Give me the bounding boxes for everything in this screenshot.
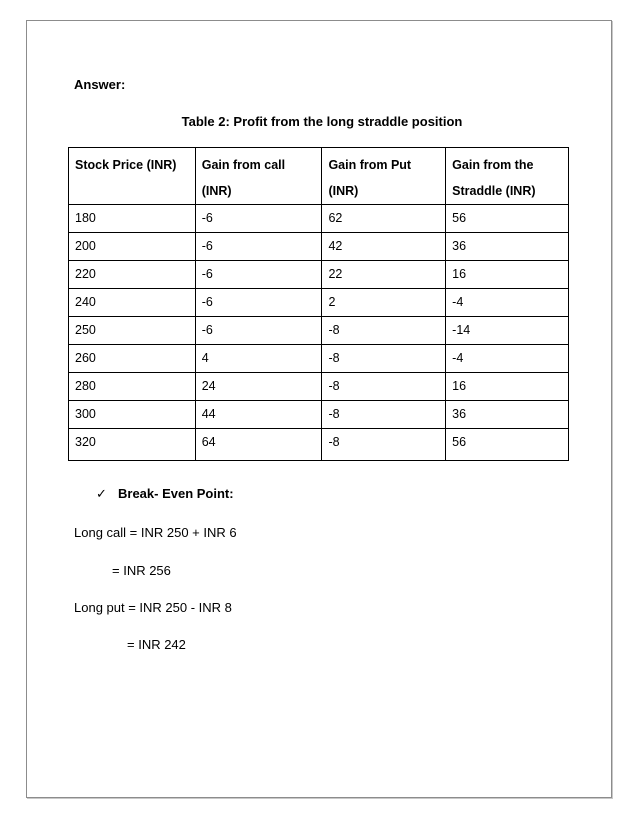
table-cell: 36 <box>446 401 569 429</box>
table-cell: 64 <box>195 429 322 461</box>
long-put-line: Long put = INR 250 - INR 8 <box>74 600 232 615</box>
table-cell: -6 <box>195 233 322 261</box>
table-row <box>69 233 569 261</box>
long-call-line: Long call = INR 250 + INR 6 <box>74 525 237 540</box>
table-cell: -14 <box>446 317 569 345</box>
profit-table <box>68 147 569 461</box>
table-cell: 300 <box>69 401 196 429</box>
table-cell: 56 <box>446 205 569 233</box>
table-cell: -8 <box>322 429 446 461</box>
break-even-title: Break- Even Point: <box>118 486 234 501</box>
table-cell: 42 <box>322 233 446 261</box>
table-cell: -8 <box>322 373 446 401</box>
header-gain-call: Gain from call (INR) <box>195 148 322 205</box>
table-header-row <box>69 148 569 205</box>
table-cell: -4 <box>446 345 569 373</box>
table-cell: -8 <box>322 401 446 429</box>
table-cell: -8 <box>322 345 446 373</box>
header-stock-price: Stock Price (INR) <box>69 148 196 205</box>
long-call-result: = INR 256 <box>112 563 171 578</box>
table-cell: -6 <box>195 289 322 317</box>
table-cell: 2 <box>322 289 446 317</box>
table-row <box>69 261 569 289</box>
table-cell: 62 <box>322 205 446 233</box>
table-cell: 4 <box>195 345 322 373</box>
table-row <box>69 373 569 401</box>
table-cell: -6 <box>195 317 322 345</box>
table-row <box>69 205 569 233</box>
table-cell: 16 <box>446 373 569 401</box>
table-cell: -6 <box>195 205 322 233</box>
table-cell: 220 <box>69 261 196 289</box>
table-cell: -8 <box>322 317 446 345</box>
break-even-heading <box>96 486 234 502</box>
header-gain-put: Gain from Put (INR) <box>322 148 446 205</box>
table-cell: 280 <box>69 373 196 401</box>
table-row <box>69 429 569 461</box>
table-cell: 22 <box>322 261 446 289</box>
table-row <box>69 317 569 345</box>
table-cell: 24 <box>195 373 322 401</box>
table-cell: 320 <box>69 429 196 461</box>
table-cell: -6 <box>195 261 322 289</box>
table-cell: 250 <box>69 317 196 345</box>
table-cell: 56 <box>446 429 569 461</box>
table-cell: 44 <box>195 401 322 429</box>
table-row <box>69 401 569 429</box>
table-row <box>69 289 569 317</box>
table-cell: 240 <box>69 289 196 317</box>
table-cell: -4 <box>446 289 569 317</box>
answer-heading: Answer: <box>74 77 126 92</box>
long-put-result: = INR 242 <box>127 637 186 652</box>
table-cell: 200 <box>69 233 196 261</box>
table-caption: Table 2: Profit from the long straddle position <box>181 114 463 129</box>
header-gain-straddle: Gain from the Straddle (INR) <box>446 148 569 205</box>
table-cell: 180 <box>69 205 196 233</box>
table-cell: 260 <box>69 345 196 373</box>
table-row <box>69 345 569 373</box>
table-cell: 36 <box>446 233 569 261</box>
check-icon: ✓ <box>96 486 107 501</box>
table-cell: 16 <box>446 261 569 289</box>
